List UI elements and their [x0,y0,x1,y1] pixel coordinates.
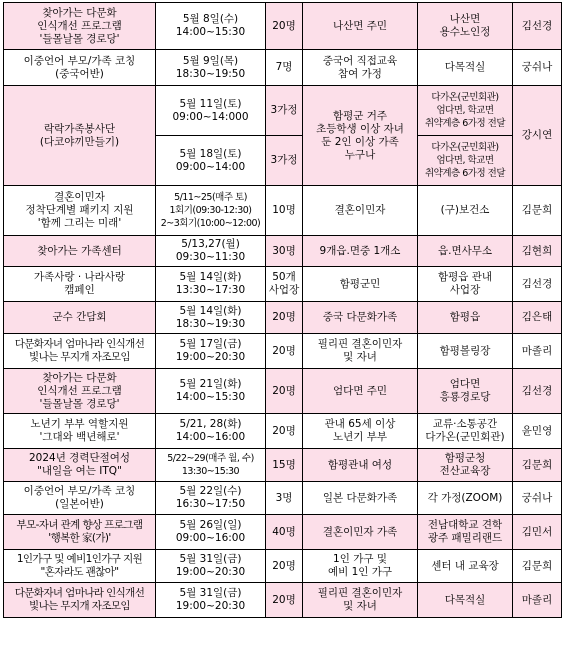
table-row [4,515,562,550]
count-cell: 20명 [266,583,303,618]
target-cell: 함평관내 여성 [303,449,418,482]
table-row [4,482,562,515]
program-cell: 노년기 부부 역할지원 '그대와 백년해로' [4,414,156,449]
target-cell: 엄다면 주민 [303,369,418,414]
date-cell: 5/22~29(매주 월, 수) 13:30~15:30 [156,449,266,482]
table-row [4,50,562,86]
place-cell: 함평볼링장 [418,334,513,369]
count-cell: 20명 [266,414,303,449]
manager-cell: 김문희 [513,186,562,236]
target-cell: 결혼이민자 [303,186,418,236]
count-cell: 7명 [266,50,303,86]
date-cell: 5월 14일(화) 13:30~17:30 [156,267,266,302]
place-cell: 다가온(군민회관) 엄다면, 학교면 취약계층 6가정 전달 [418,86,513,136]
date-cell: 5월 8일(수) 14:00~15:30 [156,3,266,50]
place-cell: 나산면 용수노인정 [418,3,513,50]
place-cell: 함평군청 전산교육장 [418,449,513,482]
manager-cell: 강시연 [513,86,562,186]
target-cell: 9개읍.면중 1개소 [303,236,418,267]
program-cell: 결혼이민자 정착단계별 패키지 지원 '함께 그리는 미래' [4,186,156,236]
target-cell: 일본 다문화가족 [303,482,418,515]
schedule-table [3,2,562,618]
count-cell: 30명 [266,236,303,267]
table-row [4,583,562,618]
count-cell: 20명 [266,3,303,50]
count-cell: 40명 [266,515,303,550]
program-cell: 찾아가는 다문화 인식개선 프로그램 '들몰날몰 경로당' [4,3,156,50]
count-cell: 15명 [266,449,303,482]
place-cell: 전남대학교 견학 광주 패밀리랜드 [418,515,513,550]
place-cell: 다목적실 [418,50,513,86]
manager-cell: 김민서 [513,515,562,550]
manager-cell: 김문희 [513,550,562,583]
target-cell: 관내 65세 이상 노년기 부부 [303,414,418,449]
date-cell: 5월 22일(수) 16:30~17:50 [156,482,266,515]
target-cell: 함평군민 [303,267,418,302]
date-cell: 5/11~25(매주 토) 1회기(09:30-12:30) 2~3회기(10:00~12:00) [156,186,266,236]
target-cell: 나산면 주민 [303,3,418,50]
date-cell: 5월 11일(토) 09:00~14:000 [156,86,266,136]
manager-cell: 김은태 [513,302,562,334]
manager-cell: 궁쉬나 [513,50,562,86]
table-row [4,414,562,449]
table-row [4,302,562,334]
manager-cell: 김문희 [513,449,562,482]
target-cell: 1인 가구 및 예비 1인 가구 [303,550,418,583]
count-cell: 3가정 [266,86,303,136]
place-cell: 다목적실 [418,583,513,618]
count-cell: 3가정 [266,136,303,186]
date-cell: 5월 21일(화) 14:00~15:30 [156,369,266,414]
date-cell: 5월 26일(일) 09:00~16:00 [156,515,266,550]
target-cell: 함평군 거주 초등학생 이상 자녀 둔 2인 이상 가족 누구나 [303,86,418,186]
date-cell: 5월 18일(토) 09:00~14:00 [156,136,266,186]
program-cell: 이중언어 부모/가족 코칭 (일본어반) [4,482,156,515]
table-row [4,236,562,267]
program-cell: 가족사랑 · 나라사랑 캠페인 [4,267,156,302]
date-cell: 5월 14일(화) 18:30~19:30 [156,302,266,334]
place-cell: 다가온(군민회관) 엄다면, 학교면 취약계층 6가정 전달 [418,136,513,186]
place-cell: (구)보건소 [418,186,513,236]
target-cell: 필리핀 결혼이민자 및 자녀 [303,583,418,618]
date-cell: 5월 9일(목) 18:30~19:50 [156,50,266,86]
target-cell: 필리핀 결혼이민자 및 자녀 [303,334,418,369]
program-cell: 군수 간담회 [4,302,156,334]
program-cell: 이중언어 부모/가족 코칭 (중국어반) [4,50,156,86]
place-cell: 함평읍 [418,302,513,334]
target-cell: 중국어 직접교육 참여 가정 [303,50,418,86]
count-cell: 20명 [266,550,303,583]
program-cell: 부모-자녀 관계 향상 프로그램 '행복한 家(가)' [4,515,156,550]
table-row [4,267,562,302]
place-cell: 각 가정(ZOOM) [418,482,513,515]
target-cell: 중국 다문화가족 [303,302,418,334]
date-cell: 5/21, 28(화) 14:00~16:00 [156,414,266,449]
manager-cell: 윤민영 [513,414,562,449]
date-cell: 5/13,27(월) 09:30~11:30 [156,236,266,267]
manager-cell: 김선경 [513,369,562,414]
program-cell: 2024년 경력단절여성 "내일을 여는 ITQ" [4,449,156,482]
place-cell: 읍.면사무소 [418,236,513,267]
count-cell: 50개 사업장 [266,267,303,302]
date-cell: 5월 31일(금) 19:00~20:30 [156,550,266,583]
table-row [4,449,562,482]
table-row [4,186,562,236]
program-cell: 다문화자녀 엄마나라 인식개선 빛나는 무지개 자조모임 [4,334,156,369]
table-row [4,3,562,50]
manager-cell: 마졸리 [513,334,562,369]
program-cell: 락락가족봉사단 (다코야끼만들기) [4,86,156,186]
count-cell: 10명 [266,186,303,236]
program-cell: 찾아가는 다문화 인식개선 프로그램 '들몰날몰 경로당' [4,369,156,414]
target-cell: 결혼이민자 가족 [303,515,418,550]
count-cell: 20명 [266,369,303,414]
table-row [4,86,562,136]
place-cell: 엄다면 흥룡경로당 [418,369,513,414]
manager-cell: 마졸리 [513,583,562,618]
table-row [4,369,562,414]
count-cell: 20명 [266,302,303,334]
program-cell: 찾아가는 가족센터 [4,236,156,267]
place-cell: 함평읍 관내 사업장 [418,267,513,302]
table-row [4,550,562,583]
program-cell: 1인가구 및 예비1인가구 지원 "혼자라도 괜찮아" [4,550,156,583]
table-row [4,334,562,369]
manager-cell: 궁쉬나 [513,482,562,515]
manager-cell: 김선경 [513,267,562,302]
program-cell: 다문화자녀 엄마나라 인식개선 빛나는 무지개 자조모임 [4,583,156,618]
place-cell: 교류·소통공간 다가온(군민회관) [418,414,513,449]
count-cell: 3명 [266,482,303,515]
date-cell: 5월 31일(금) 19:00~20:30 [156,583,266,618]
date-cell: 5월 17일(금) 19:00~20:30 [156,334,266,369]
place-cell: 센터 내 교육장 [418,550,513,583]
manager-cell: 김현희 [513,236,562,267]
count-cell: 20명 [266,334,303,369]
manager-cell: 김선경 [513,3,562,50]
